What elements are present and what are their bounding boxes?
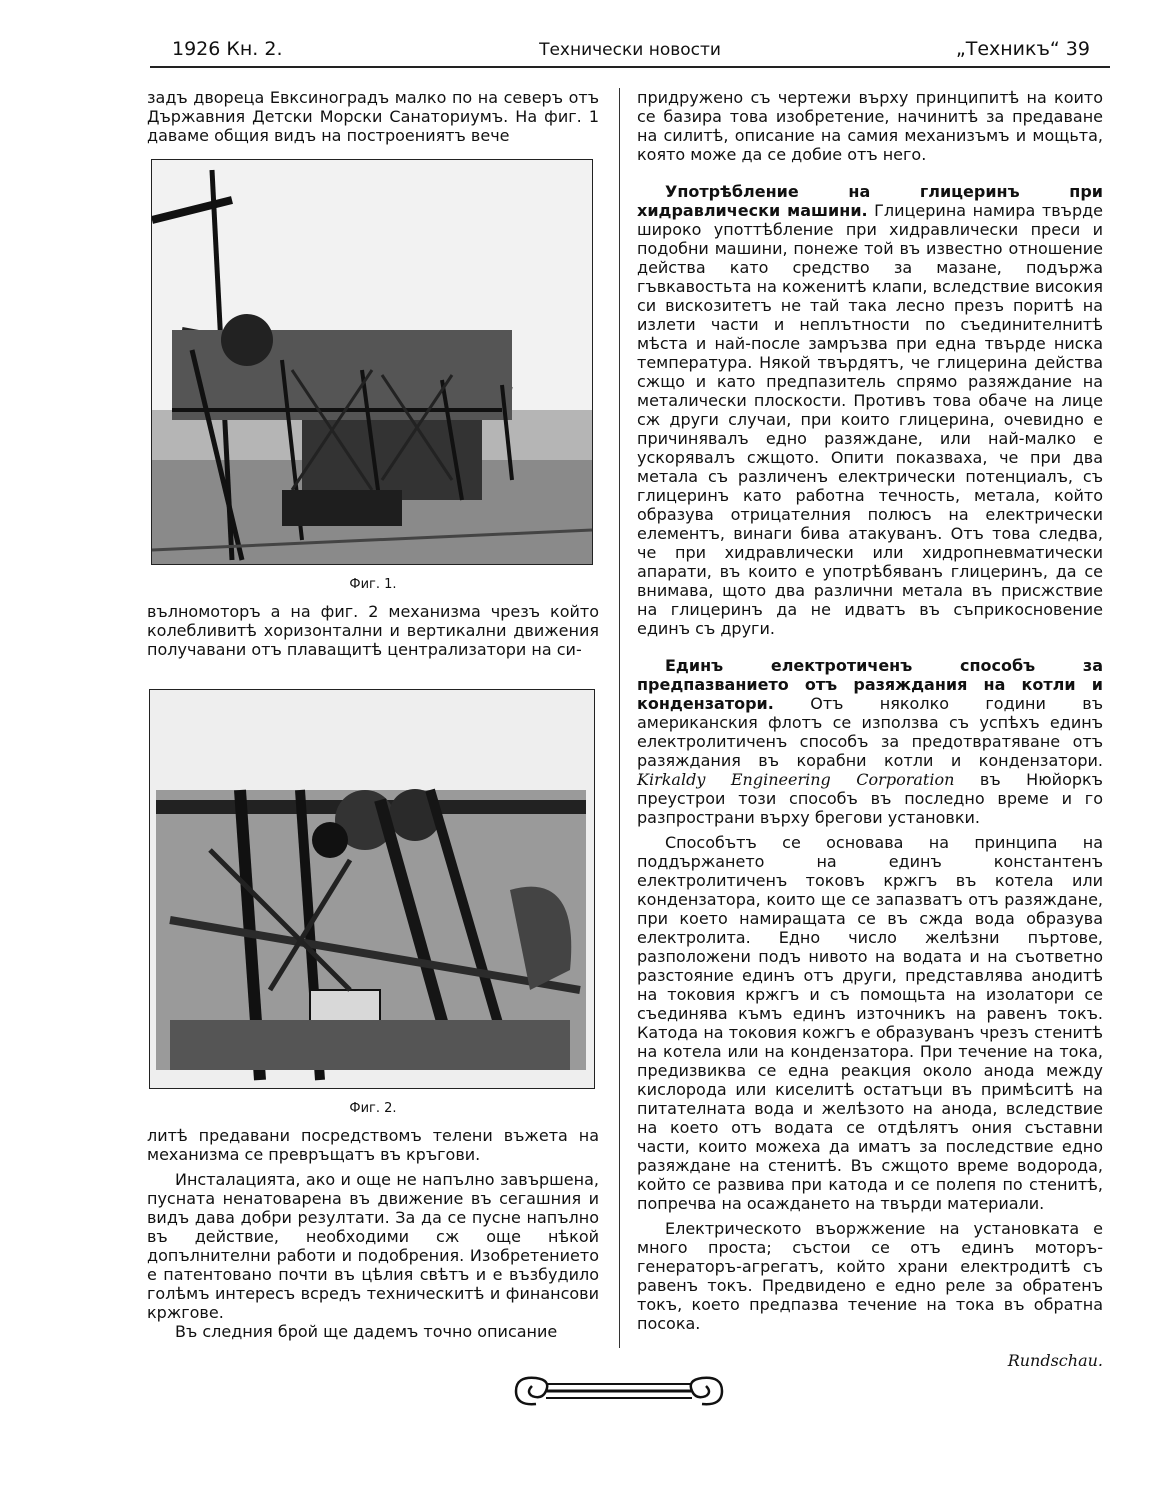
electrolytic-section-text-a: Отъ няколко години въ американския флотъ се използва съ успѣхъ единъ електролитиченъ способъ за предотвратяване отъ разяждания въ корабни котли и кондензатори. [637, 694, 1103, 770]
figure-1-caption: Фиг. 1. [349, 577, 397, 592]
left-paragraph-1: задъ двореца Евксиноградъ малко по на северъ отъ Държавния Детски Морски Санаториумъ. На фиг. 1 даваме общия видъ на построениятъ вече [147, 88, 599, 145]
header-issue: 1926 Кн. 2. [172, 38, 283, 60]
running-header [150, 36, 1110, 68]
figure-2-illustration [150, 690, 594, 1088]
glycerin-section-text: Глицерина намира твърде широко употтѣбление при хидравлически преси и подобни машини, понеже той въ известно отношение действа като средство за мазане, подържа гъвкавостьта на коженитѣ клапи, вследствие високия си вискозитетъ не тай така лесно презъ поритѣ на излети части и неплътности по съединителнитѣ мѣста и най-после замръзва при една твърде ниска температура. Някой твърдятъ, че глицерина действа сжщо и като предпазитель спрямо разяждание на металически плоскости. Противъ това обаче на лице сж други случаи, при които глицерина, очевидно е причинявалъ едно разяждане, или най-малко е ускорявалъ сжщото. Опити показваха, че при два метала съ различенъ електрически потенциалъ, съ глицеринъ като работна течность, метала, който образува отрицателния полюсъ на електрически елементъ, винаги бива атакуванъ. Отъ това следва, че при хидравлически или хидропневматически апарати, въ които е употрѣбяванъ глицеринъ, да се внимава, щото два различни метала въ присжствие на глицеринъ да не идватъ въ съприкосновение единъ съ други. [637, 201, 1103, 638]
end-ornament [506, 1372, 732, 1410]
glycerin-section [637, 182, 1103, 638]
right-column [637, 88, 1103, 1370]
header-section-title: Технически новости [539, 40, 721, 60]
left-paragraph-2: вълномоторъ а на фиг. 2 механизма чрезъ който колебливитѣ хоризонтални и вертикални движения получавани отъ плаващитѣ централизатори на си- [147, 602, 599, 659]
left-paragraph-4: Инсталацията, ако и още не напълно завършена, пусната ненатоварена въ движение въ сегашния и видъ дава добри резултати. За да се пусне напълно въ действие, необходими сж още нѣкой допълнителни работи и подобрения. Изобретението е патентовано почти въ цѣлия свѣтъ и е възбудило голѣмъ интересъ всредъ техническитѣ и финансови кржгове. [147, 1170, 599, 1322]
header-journal-page: „Техникъ“ 39 [955, 38, 1090, 60]
figure-2-photo [149, 689, 595, 1089]
electrolytic-section-title: Единъ електротиченъ способъ за предпазванието отъ разяждания на котли и кондензатори. [637, 656, 1103, 713]
electrolytic-section [637, 656, 1103, 827]
right-paragraph-1: придружено съ чертежи върху принципитѣ на които се базира това изобретение, начинитѣ за предаване на силитѣ, описание на самия механизъмъ и мощьта, която може да се добие отъ него. [637, 88, 1103, 164]
glycerin-section-title: Употрѣбление на глицеринъ при хидравлически машини. [637, 182, 1103, 220]
left-paragraph-3: литѣ предавани посредствомъ телени въжета на механизма се превръщатъ въ кръгови. [147, 1126, 599, 1164]
figure-1-illustration [152, 160, 592, 564]
source-signature: Rundschau. [1007, 1351, 1103, 1370]
electrolytic-section-text-b: въ Нюйоркъ преустрои този способъ въ последно време и го разпространи върху брегови установки. [637, 770, 1103, 827]
company-name: Kirkaldy Engineering Corporation [637, 770, 955, 789]
figure-1-photo [151, 159, 593, 565]
left-paragraph-5: Въ следния брой ще дадемъ точно описание [175, 1322, 558, 1341]
right-paragraph-4: Способътъ се основава на принципа на поддържането на единъ константенъ електролитиченъ токовъ кржгъ въ котела или кондензатора, които ще се запазватъ отъ разяждане, при което намиращата се въ сжда вода образува електролита. Едно число желѣзни пъртове, разположени подъ нивото на водата и на съответно разстояние единъ отъ други, представлява анодитѣ на токовия кржгъ и съ помощьта на изолатори се съединява къмъ единъ източникъ на равенъ токъ. Катода на токовия кожгъ е образуванъ чрезъ стенитѣ на котела или на кондензатора. При течение на тока, предизвиква се една реакция около анода между кислорода или киселитѣ остатъци въ примѣситѣ на питателната вода и желѣзото на анода, вследствие на което отъ водата се отдѣлятъ ония съставни части, които можеха да иматъ за последствие едно разяждане на стенитѣ. Въ сжщото време водорода, който се развива при катода и се полепя по стенитѣ, попречва на осаждането на твърди материали. [637, 833, 1103, 1213]
ornament-scroll-icon [506, 1372, 732, 1410]
left-column [147, 88, 599, 1341]
right-paragraph-5: Електрическото въоржжение на установката е много проста; състои се отъ единъ моторъ-генераторъ-агрегатъ, който храни електродитѣ съ равенъ токъ. Предвидено е едно реле за обратенъ токъ, което предпазва течение на тока въ обратна посока. [637, 1219, 1103, 1333]
figure-2-caption: Фиг. 2. [349, 1101, 397, 1116]
